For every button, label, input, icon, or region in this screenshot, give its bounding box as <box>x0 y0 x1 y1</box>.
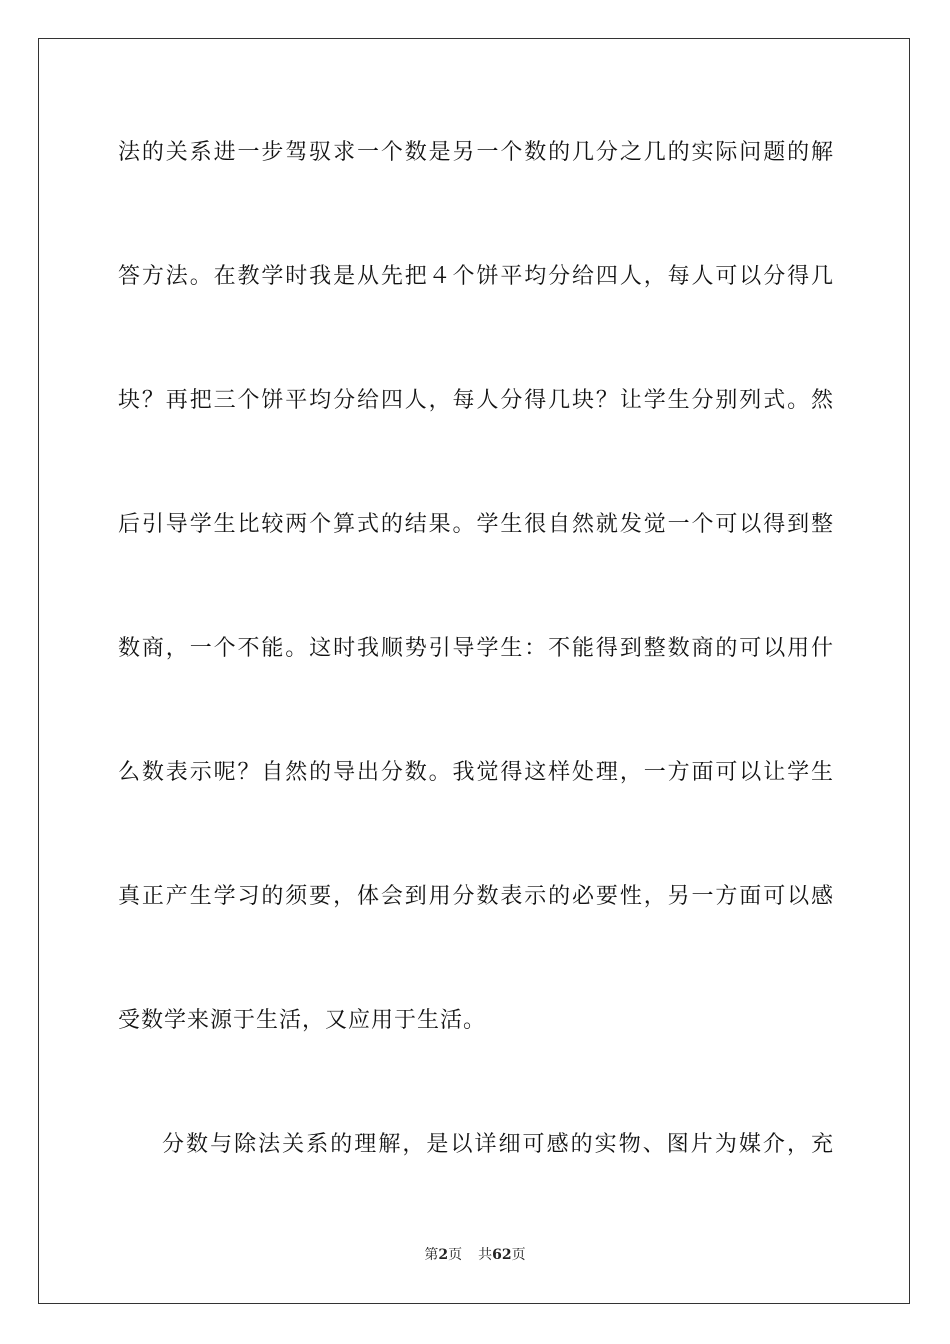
body-text-line-7: 真正产生学习的须要，体会到用分数表示的必要性，另一方面可以感 <box>118 884 834 909</box>
page-footer <box>0 1246 950 1264</box>
body-text-line-9: 分数与除法关系的理解，是以详细可感的实物、图片为媒介，充 <box>162 1132 834 1157</box>
body-text-line-6: 么数表示呢？自然的导出分数。我觉得这样处理，一方面可以让学生 <box>118 760 834 785</box>
total-suffix: 页 <box>511 1247 526 1263</box>
body-text-line-8: 受数学来源于生活，又应用于生活。 <box>118 1008 487 1033</box>
current-page-number: 2 <box>438 1247 449 1263</box>
page-suffix: 页 <box>448 1247 463 1263</box>
body-text-line-4: 后引导学生比较两个算式的结果。学生很自然就发觉一个可以得到整 <box>118 512 834 537</box>
page-prefix: 第 <box>424 1247 439 1263</box>
page-frame <box>38 38 910 1304</box>
body-text-line-3: 块？再把三个饼平均分给四人，每人分得几块？让学生分别列式。然 <box>118 388 834 413</box>
body-text-line-5: 数商，一个不能。这时我顺势引导学生：不能得到整数商的可以用什 <box>118 636 834 661</box>
body-text-line-1: 法的关系进一步驾驭求一个数是另一个数的几分之几的实际问题的解 <box>118 140 834 165</box>
body-text-line-2: 答方法。在教学时我是从先把４个饼平均分给四人，每人可以分得几 <box>118 264 834 289</box>
total-prefix: 共 <box>478 1247 493 1263</box>
total-page-number: 62 <box>492 1247 512 1263</box>
